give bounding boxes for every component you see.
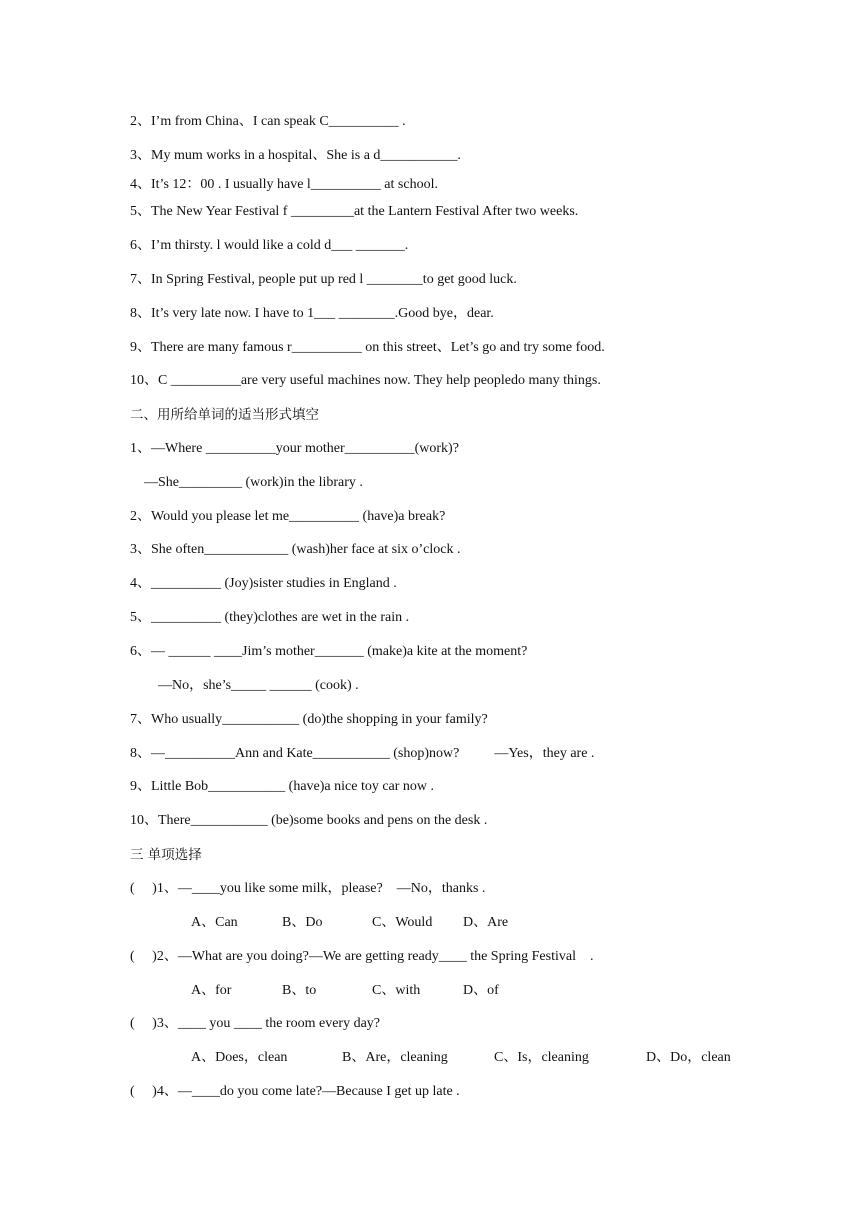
fill-item-3: 3、My mum works in a hospital、She is a d___________.	[130, 148, 461, 163]
fill-item-9: 9、There are many famous r__________ on this street、Let’s go and try some food.	[130, 340, 605, 355]
fill-item-4: 4、It’s 12：00 . I usually have l__________ at school.	[130, 177, 438, 192]
mc-question-3: ( )3、____ you ____ the room every day?	[130, 1016, 380, 1031]
mc-question-4: ( )4、—____do you come late?—Because I get up late .	[130, 1084, 460, 1099]
verb-item-2: 2、Would you please let me__________ (have)a break?	[130, 509, 446, 524]
mc-q2-option-a: A、for	[191, 983, 232, 998]
mc-question-1: ( )1、—____you like some milk，please? —No，thanks .	[130, 881, 486, 896]
mc-q1-option-c: C、Would	[372, 915, 433, 930]
mc-q1-option-a: A、Can	[191, 915, 238, 930]
mc-q3-option-a: A、Does，clean	[191, 1050, 288, 1065]
verb-item-1: 1、—Where __________your mother__________(work)?	[130, 441, 459, 456]
mc-q3-option-c: C、Is，cleaning	[494, 1050, 589, 1065]
mc-q1-option-b: B、Do	[282, 915, 323, 930]
verb-item-4: 4、__________ (Joy)sister studies in England .	[130, 576, 397, 591]
fill-item-6: 6、I’m thirsty. l would like a cold d___ _______.	[130, 238, 409, 253]
mc-q2-option-c: C、with	[372, 983, 421, 998]
mc-question-2: ( )2、—What are you doing?—We are getting ready____ the Spring Festival .	[130, 949, 594, 964]
mc-q3-option-d: D、Do，clean	[646, 1050, 731, 1065]
section-2-heading: 二、用所给单词的适当形式填空	[130, 407, 319, 423]
verb-item-6-answer: —No，she’s_____ ______ (cook) .	[130, 678, 359, 693]
verb-item-1-answer: —She_________ (work)in the library .	[130, 475, 363, 490]
section-3-heading: 三 单项选择	[130, 847, 202, 863]
fill-item-7: 7、In Spring Festival, people put up red l ________to get good luck.	[130, 272, 517, 287]
mc-q3-option-b: B、Are，cleaning	[342, 1050, 448, 1065]
mc-q2-option-d: D、of	[463, 983, 499, 998]
verb-item-8: 8、—__________Ann and Kate___________ (shop)now? —Yes，they are .	[130, 746, 595, 761]
verb-item-6: 6、— ______ ____Jim’s mother_______ (make)a kite at the moment?	[130, 644, 528, 659]
fill-item-5: 5、The New Year Festival f _________at the Lantern Festival After two weeks.	[130, 204, 579, 219]
verb-item-3: 3、She often____________ (wash)her face at six o’clock .	[130, 542, 461, 557]
mc-q2-option-b: B、to	[282, 983, 317, 998]
verb-item-10: 10、There___________ (be)some books and pens on the desk .	[130, 813, 488, 828]
verb-item-9: 9、Little Bob___________ (have)a nice toy car now .	[130, 779, 435, 794]
fill-item-10: 10、C __________are very useful machines now. They help peopledo many things.	[130, 373, 601, 388]
verb-item-7: 7、Who usually___________ (do)the shopping in your family?	[130, 712, 488, 727]
mc-q1-option-d: D、Are	[463, 915, 509, 930]
fill-item-2: 2、I’m from China、I can speak C__________ .	[130, 114, 406, 129]
fill-item-8: 8、It’s very late now. I have to 1___ ________.Good bye，dear.	[130, 306, 494, 321]
verb-item-5: 5、__________ (they)clothes are wet in the rain .	[130, 610, 410, 625]
